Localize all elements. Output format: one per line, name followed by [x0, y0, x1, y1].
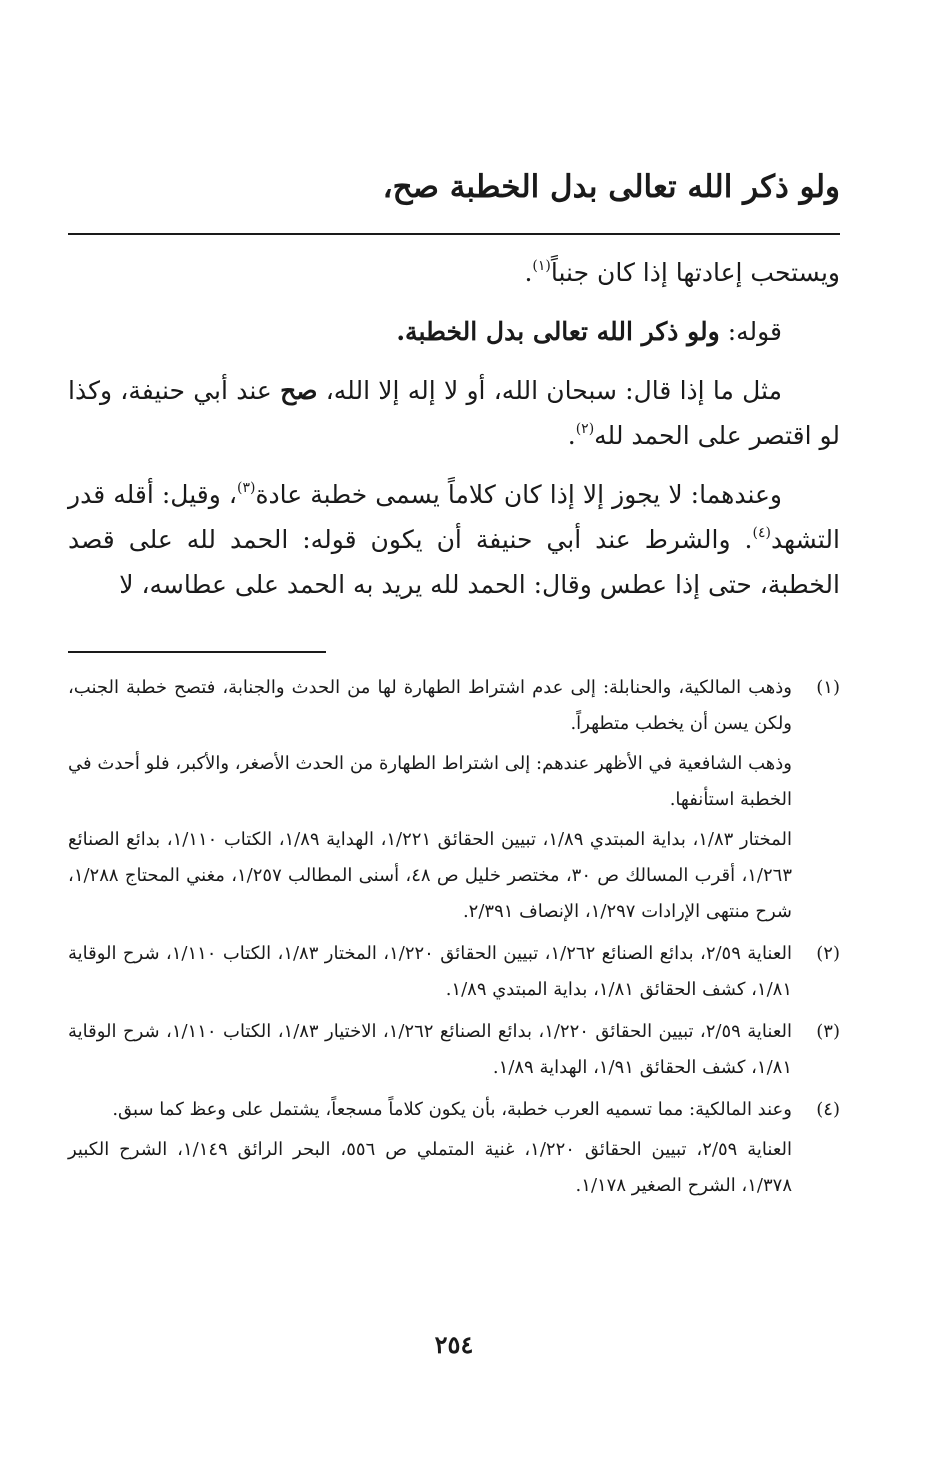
footnote-separator — [68, 651, 326, 653]
paragraph-3 — [68, 368, 840, 458]
footnote-4 — [68, 1092, 840, 1204]
footnote-paragraph: وعند المالكية: مما تسميه العرب خطبة، بأن يكون كلاماً مسجعاً، يشتمل على وعظ كما سبق. — [112, 1099, 792, 1120]
footnote-paragraph: العناية ٢/٥٩، بدائع الصنائع ١/٢٦٢، تبيين الحقائق ١/٢٢٠، المختار ١/٨٣، الكتاب ١/١١٠، شرح الوقاية ١/٨١، كشف الحقائق ١/٨١، بداية المبتدي ١/٨٩. — [68, 943, 793, 1000]
header-divider — [68, 233, 840, 235]
footnote-paragraph: المختار ١/٨٣، بداية المبتدي ١/٨٩، تبيين الحقائق ١/٢٢١، الهداية ١/٨٩، الكتاب ١/١١٠، بدائع الصنائع ١/٢٦٣، أقرب المسالك ص ٣٠، مختصر خليل ص ٤٨، أسنى المطالب ١/٢٥٧، مغني المحتاج ١/٢٨٨، شرح منتهى الإرادات ١/٢٩٧، الإنصاف ٢/٣٩١. — [68, 829, 793, 922]
paragraph-2 — [68, 309, 840, 354]
paragraph-1 — [68, 250, 840, 295]
footnote-paragraph: وذهب الشافعية في الأظهر عندهم: إلى اشتراط الطهارة من الحدث الأصغر، والأكبر، فلو أحدث في الخطبة استأنفها. — [68, 753, 792, 810]
footnote-1 — [68, 670, 840, 930]
paragraph-1-text: ويستحب إعادتها إذا كان جنباً — [550, 258, 840, 287]
matn-header: ولو ذكر الله تعالى بدل الخطبة صح، — [382, 169, 840, 205]
footnote-paragraph: العناية ٢/٥٩، تبيين الحقائق ١/٢٢٠، بدائع الصنائع ١/٢٦٢، الاختيار ١/٨٣، الكتاب ١/١١٠، شرح الوقاية ١/٨١، كشف الحقائق ١/٩١، الهداية ١/٨٩. — [68, 1021, 792, 1078]
matn-quote: ولو ذكر الله تعالى بدل الخطبة. — [396, 317, 720, 346]
footnote-ref-2[interactable]: (٢) — [575, 420, 595, 437]
paragraph-4-text-c: . والشرط عند أبي حنيفة أن يكون قوله: الحمد لله على قصد الخطبة، حتى إذا عطس وقال: الحمد لله يريد به الحمد على عطاسه، لا — [68, 525, 840, 599]
footnote-number: (٢) — [816, 943, 840, 964]
paragraph-4-text-a: وعندهما: لا يجوز إلا إذا كان كلاماً يسمى خطبة عادة — [255, 480, 782, 509]
paragraph-3-end: . — [567, 421, 576, 450]
footnote-number: (٤) — [816, 1099, 840, 1120]
footnotes — [68, 670, 840, 1210]
commentary-body — [68, 250, 840, 621]
footnote-ref-3[interactable]: (٣) — [236, 479, 256, 496]
paragraph-1-end: . — [524, 258, 533, 287]
paragraph-3-bold-word: صح — [280, 376, 318, 405]
footnote-2 — [68, 936, 840, 1008]
paragraph-3-text-b: عند أبي حنيفة، وكذا لو اقتصر على الحمد لله — [68, 376, 840, 450]
paragraph-4-text-b: ، وقيل: أقله قدر التشهد — [68, 480, 840, 554]
footnote-paragraph: وذهب المالكية، والحنابلة: إلى عدم اشتراط الطهارة لها من الحدث والجنابة، فتصح خطبة الجنب، ولكن يسن أن يخطب متطهراً. — [68, 677, 792, 734]
footnote-ref-4[interactable]: (٤) — [752, 524, 771, 541]
footnote-number: (١) — [816, 677, 840, 698]
qawl-label: قوله: — [727, 317, 782, 346]
page-number: ٢٥٤ — [434, 1330, 474, 1359]
footnote-number: (٣) — [816, 1021, 840, 1042]
footnote-paragraph: العناية ٢/٥٩، تبيين الحقائق ١/٢٢٠، غنية المتملي ص ٥٥٦، البحر الرائق ١/١٤٩، الشرح الكبير ١/٣٧٨، الشرح الصغير ١/١٧٨. — [68, 1139, 793, 1196]
book-page — [68, 0, 840, 1478]
footnote-3 — [68, 1014, 840, 1086]
paragraph-4 — [68, 472, 840, 607]
footnote-ref-1[interactable]: (١) — [532, 257, 551, 274]
paragraph-3-text-a: مثل ما إذا قال: سبحان الله، أو لا إله إلا الله، — [325, 376, 782, 405]
